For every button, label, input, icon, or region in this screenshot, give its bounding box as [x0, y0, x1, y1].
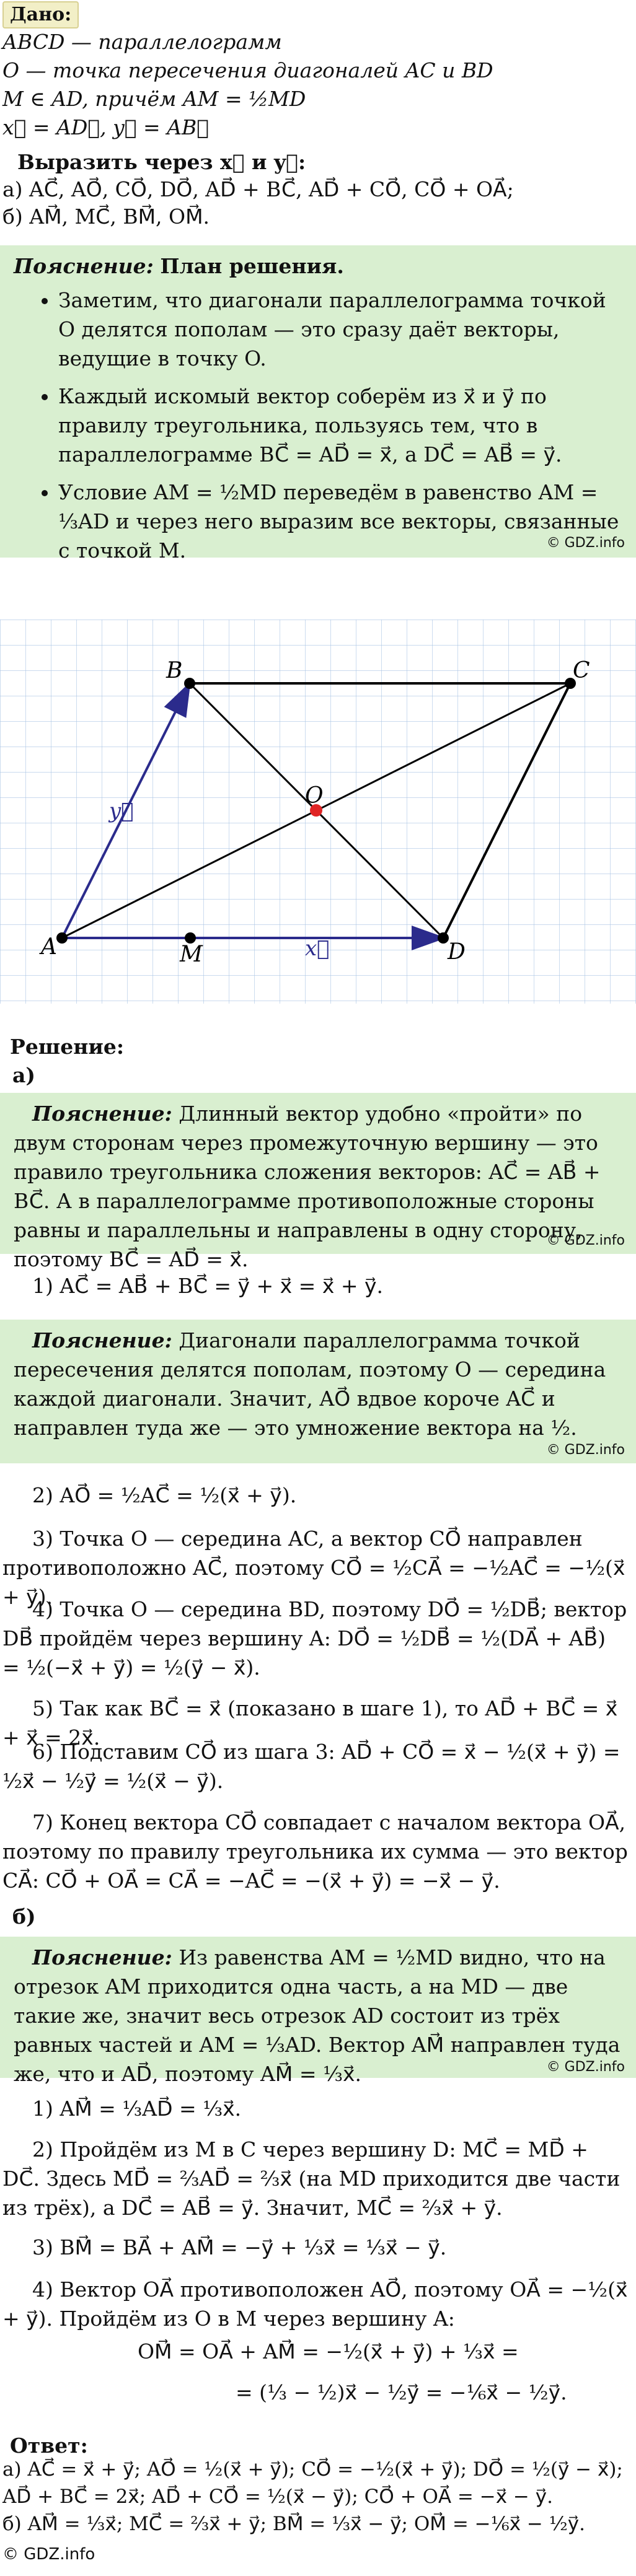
plan-list — [14, 286, 622, 565]
copyright: © GDZ.info — [2, 2545, 95, 2564]
given-line-2: O — точка пересечения диагоналей AC и BD — [2, 58, 493, 82]
solution-title: Решение: — [10, 1035, 125, 1059]
copyright: © GDZ.info — [546, 535, 625, 551]
step-a5: 5) Так как BC⃗ = x⃗ (показано в шаге 1), то AD⃗ + BC⃗ = x⃗ + x⃗ = 2x⃗. — [2, 1696, 618, 1750]
step-b4-equation-2: = (⅓ − ½)x⃗ − ½y⃗ = −⅙x⃗ − ½y⃗. — [236, 2380, 567, 2404]
note-tag: Пояснение: — [32, 1102, 172, 1126]
answer-title: Ответ: — [10, 2434, 88, 2458]
copyright: © GDZ.info — [546, 1233, 625, 1248]
label-o: O — [305, 783, 324, 808]
step-b2: 2) Пройдём из M в C через вершину D: MC⃗ = MD⃗ + DC⃗. Здесь MD⃗ = ⅔AD⃗ = ⅔x⃗ (на MD приходится две части из трёх), а DC⃗ = AB⃗ = y⃗. Значит, MC⃗ = ⅔x⃗ + y⃗. — [2, 2137, 621, 2220]
label-y: y⃗ — [109, 799, 134, 823]
label-b: B — [166, 658, 183, 683]
label-d: D — [448, 939, 466, 965]
plan-note — [0, 245, 636, 563]
answer-line-1: а) AC⃗ = x⃗ + y⃗; AO⃗ = ½(x⃗ + y⃗); CO⃗ = −½(x⃗ + y⃗); DO⃗ = ½(y⃗ − x⃗); — [2, 2458, 623, 2481]
step-a1: 1) AC⃗ = AB⃗ + BC⃗ = y⃗ + x⃗ = x⃗ + y⃗. — [32, 1274, 383, 1298]
parallelogram-figure — [0, 620, 636, 1004]
explanation-note — [0, 1320, 636, 1463]
plan-tag: Пояснение: — [14, 254, 154, 278]
step-a2: 2) AO⃗ = ½AC⃗ = ½(x⃗ + y⃗). — [32, 1483, 297, 1507]
given-line-4: x⃗ = AD⃗, y⃗ = AB⃗ — [2, 115, 210, 139]
note-tag: Пояснение: — [32, 1328, 172, 1352]
task-a: а) AC⃗, AO⃗, CO⃗, DO⃗, AD⃗ + BC⃗, AD⃗ + CO⃗, CO⃗ + OA⃗; — [2, 177, 514, 201]
note-text: Диагонали параллелограмма точкой пересечения делятся пополам, поэтому O — середина каждой диагонали. Значит, AO⃗ вдвое короче AC⃗ и направлен туда же — это умножение вектора на ½. — [14, 1328, 606, 1440]
point-b — [184, 678, 195, 689]
explanation-note — [0, 1093, 636, 1271]
task-title: Выразить через x⃗ и y⃗: — [17, 150, 306, 174]
step-a7: 7) Конец вектора CO⃗ совпадает с началом вектора OA⃗, поэтому по правилу треугольника их сумма — это вектор CA⃗: CO⃗ + OA⃗ = CA⃗ = −AC⃗ = −(x⃗ + y⃗) = −x⃗ − y⃗. — [2, 1810, 628, 1893]
given-line-3: M ∈ AD, причём AM = ½MD — [2, 87, 306, 111]
step-a6: 6) Подставим CO⃗ из шага 3: AD⃗ + CO⃗ = x⃗ − ½(x⃗ + y⃗) = ½x⃗ − ½y⃗ = ½(x⃗ − y⃗). — [2, 1740, 621, 1793]
part-b-label: б) — [12, 1904, 36, 1929]
note-text: Из равенства AM = ½MD видно, что на отрезок AM приходится одна часть, а на MD — две такие же, значит весь отрезок AD состоит из трёх равных частей и AM = ⅓AD. Вектор AM⃗ направлен туда же, что и AD⃗, поэтому AM⃗ = ⅓x⃗. — [14, 1945, 621, 2086]
plan-item: • Условие AM = ½MD переведём в равенство AM = ⅓AD и через него выразим все векторы, связанные с точкой M. — [58, 478, 622, 565]
answer-line-3: б) AM⃗ = ⅓x⃗; MC⃗ = ⅔x⃗ + y⃗; BM⃗ = ⅓x⃗ − y⃗; OM⃗ = −⅙x⃗ − ½y⃗. — [2, 2513, 585, 2535]
label-x: x⃗ — [305, 936, 330, 961]
plan-item: • Каждый искомый вектор соберём из x⃗ и y⃗ по правилу треугольника, пользуясь тем, что в параллелограмме BC⃗ = AD⃗ = x⃗, а DC⃗ = AB⃗ = y⃗. — [58, 382, 622, 469]
note-text: Длинный вектор удобно «пройти» по двум сторонам через промежуточную вершину — это правило треугольника сложения векторов: AC⃗ = AB⃗ + BC⃗. А в параллелограмме противоположные стороны равны и параллельны и направлены в одну сторону, поэтому BC⃗ = AD⃗ = x⃗. — [14, 1102, 601, 1271]
given-line-1: ABCD — параллелограмм — [2, 30, 282, 54]
step-b4-equation-1: OM⃗ = OA⃗ + AM⃗ = −½(x⃗ + y⃗) + ⅓x⃗ = — [138, 2339, 519, 2364]
step-a4: 4) Точка O — середина BD, поэтому DO⃗ = ½DB⃗; вектор DB⃗ пройдём через вершину A: DO⃗ = ½DB⃗ = ½(DA⃗ + AB⃗) = ½(−x⃗ + y⃗) = ½(y⃗ − x⃗). — [2, 1597, 627, 1680]
label-m: M — [180, 942, 203, 967]
step-b1: 1) AM⃗ = ⅓AD⃗ = ⅓x⃗. — [32, 2096, 242, 2121]
copyright: © GDZ.info — [546, 1442, 625, 1458]
step-a3: 3) Точка O — середина AC, а вектор CO⃗ направлен противоположно AC⃗, поэтому CO⃗ = ½CA⃗ = −½AC⃗ = −½(x⃗ + y⃗). — [2, 1527, 625, 1609]
note-tag: Пояснение: — [32, 1945, 172, 1969]
point-a — [56, 932, 68, 944]
step-b4: 4) Вектор OA⃗ противоположен AO⃗, поэтому OA⃗ = −½(x⃗ + y⃗). Пройдём из O в M через вершину A: — [2, 2277, 628, 2331]
label-a: A — [41, 934, 57, 960]
plan-item: • Заметим, что диагонали параллелограмма точкой O делятся пополам — это сразу даёт векторы, ведущие в точку O. — [58, 286, 622, 373]
plan-title: План решения. — [160, 254, 344, 278]
label-c: C — [573, 658, 590, 683]
copyright: © GDZ.info — [546, 2059, 625, 2075]
answer-line-2: AD⃗ + BC⃗ = 2x⃗; AD⃗ + CO⃗ = ½(x⃗ − y⃗); CO⃗ + OA⃗ = −x⃗ − y⃗. — [2, 2486, 553, 2508]
given-tag: Дано: — [2, 1, 79, 28]
explanation-note — [0, 1937, 636, 2086]
part-a-label: а) — [12, 1063, 35, 1087]
step-b3: 3) BM⃗ = BA⃗ + AM⃗ = −y⃗ + ⅓x⃗ = ⅓x⃗ − y⃗. — [32, 2235, 447, 2259]
task-b: б) AM⃗, MC⃗, BM⃗, OM⃗. — [2, 204, 210, 229]
